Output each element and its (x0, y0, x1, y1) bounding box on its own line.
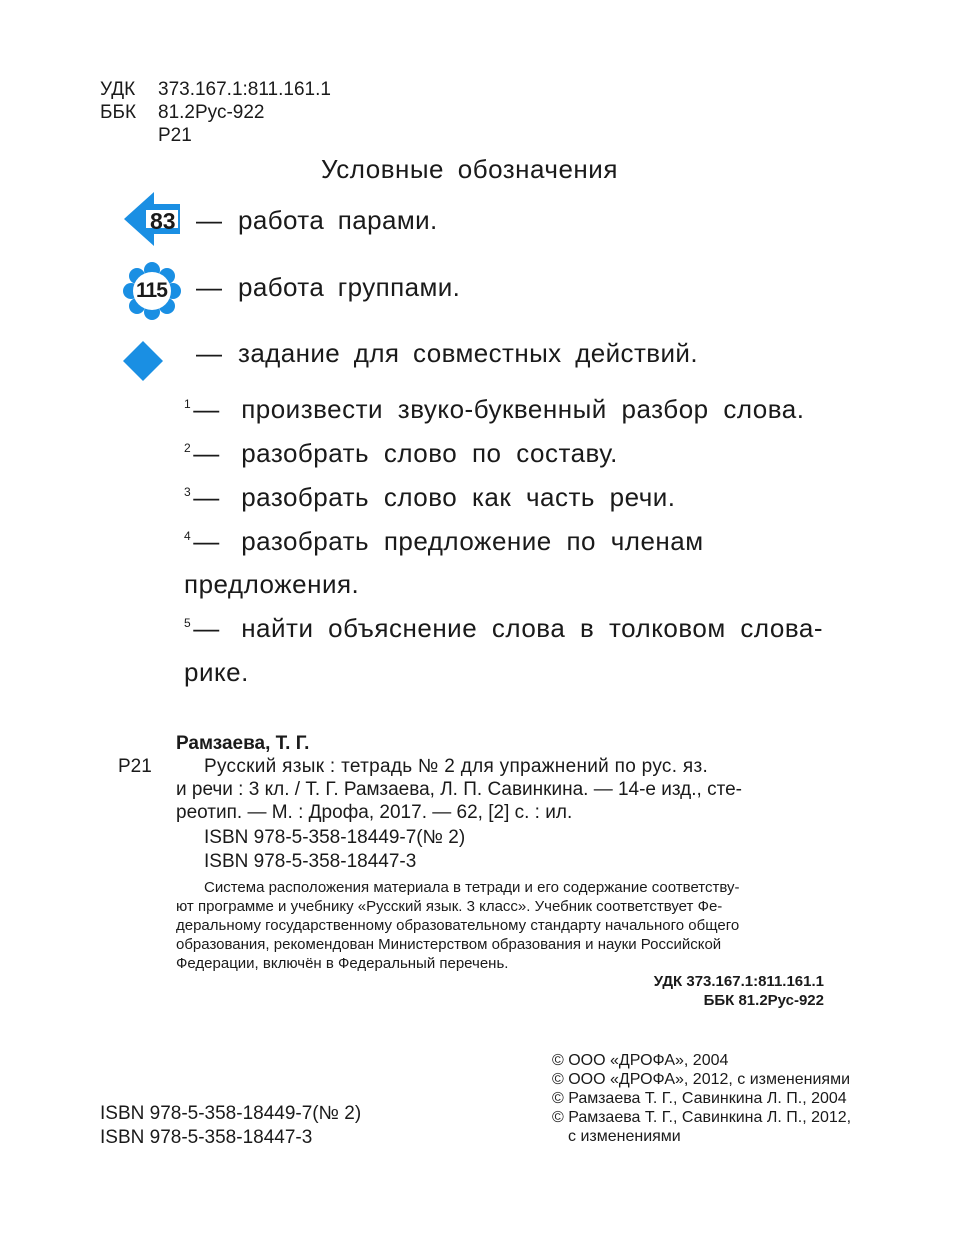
catalog-isbn-2: ISBN 978-5-358-18447-3 (204, 851, 417, 872)
task-3-number: 3 (184, 485, 192, 499)
task-item-2 (184, 438, 618, 469)
legend-pairs-text: работа парами. (238, 205, 438, 235)
task-3-dash: — (193, 482, 220, 512)
task-2-dash: — (193, 438, 220, 468)
task-5-continuation: рике. (184, 657, 249, 687)
catalog-desc-3: деральному государственному образовательному стандарту начального общего (176, 917, 740, 934)
task-5-dash: — (193, 613, 220, 643)
task-1-text: произвести звуко-буквенный разбор слова. (241, 394, 805, 424)
legend-joint-text: задание для совместных действий. (238, 338, 698, 368)
task-item-5 (184, 613, 823, 644)
isbn-bottom-1: ISBN 978-5-358-18449-7(№ 2) (100, 1103, 362, 1124)
group-work-number: 115 (136, 279, 167, 302)
isbn-bottom-2: ISBN 978-5-358-18447-3 (100, 1127, 313, 1148)
author-mark-header: Р21 (158, 125, 192, 146)
legend-pairs (196, 205, 438, 236)
task-4-text: разобрать предложение по членам (241, 526, 704, 556)
task-1-number: 1 (184, 397, 192, 411)
copyright-line-4: © Рамзаева Т. Г., Савинкина Л. П., 2012, (552, 1109, 852, 1126)
catalog-desc-4: образования, рекомендован Министерством образования и науки Российской (176, 936, 722, 953)
catalog-mark: Р21 (118, 756, 152, 777)
udk-header (100, 78, 331, 102)
bbk-value: 81.2Рус-922 (158, 102, 265, 123)
copyright-line-1: © ООО «ДРОФА», 2004 (552, 1052, 729, 1069)
legend-groups-dash: — (196, 272, 223, 302)
legend-groups-text: работа группами. (238, 272, 461, 302)
joint-task-diamond-icon (122, 340, 164, 382)
task-4-number: 4 (184, 529, 192, 543)
bbk-label: ББК (100, 102, 137, 123)
catalog-line-1: Русский язык : тетрадь № 2 для упражнений по рус. яз. (204, 756, 709, 777)
task-5-text: найти объяснение слова в толковом слова- (241, 613, 823, 643)
task-4-dash: — (193, 526, 220, 556)
legend-title: Условные обозначения (321, 154, 618, 184)
catalog-line-2: и речи : 3 кл. / Т. Г. Рамзаева, Л. П. Савинкина. — 14-е изд., сте- (176, 779, 742, 800)
catalog-desc-2: ют программе и учебнику «Русский язык. 3 класс». Учебник соответствует Фе- (176, 898, 723, 915)
task-1-dash: — (193, 394, 220, 424)
catalog-desc-5: Федерации, включён в Федеральный перечень. (176, 955, 509, 972)
catalog-isbn-1: ISBN 978-5-358-18449-7(№ 2) (204, 827, 466, 848)
task-3-text: разобрать слово как часть речи. (241, 482, 676, 512)
catalog-author: Рамзаева, Т. Г. (176, 733, 310, 754)
task-2-number: 2 (184, 441, 192, 455)
catalog-udk: УДК 373.167.1:811.161.1 (653, 973, 824, 990)
udk-label: УДК (100, 79, 136, 100)
legend-joint (196, 338, 698, 369)
legend-groups (196, 272, 460, 303)
copyright-line-5: с изменениями (568, 1128, 681, 1145)
task-item-3 (184, 482, 676, 513)
task-5-number: 5 (184, 616, 192, 630)
bbk-header (100, 101, 264, 125)
task-item-1 (184, 394, 804, 425)
task-4-continuation: предложения. (184, 569, 360, 599)
copyright-line-3: © Рамзаева Т. Г., Савинкина Л. П., 2004 (552, 1090, 847, 1107)
task-2-text: разобрать слово по составу. (241, 438, 618, 468)
catalog-line-3: реотип. — М. : Дрофа, 2017. — 62, [2] с. : ил. (176, 802, 573, 823)
udk-value: 373.167.1:811.161.1 (158, 79, 331, 100)
copyright-line-2: © ООО «ДРОФА», 2012, с изменениями (552, 1071, 850, 1088)
catalog-desc-1: Система расположения материала в тетради и его содержание соответству- (204, 879, 740, 896)
legend-pairs-dash: — (196, 205, 223, 235)
pair-work-number: 83 (150, 208, 176, 234)
legend-joint-dash: — (196, 338, 223, 368)
catalog-bbk: ББК 81.2Рус-922 (703, 992, 824, 1009)
task-item-4 (184, 526, 704, 557)
